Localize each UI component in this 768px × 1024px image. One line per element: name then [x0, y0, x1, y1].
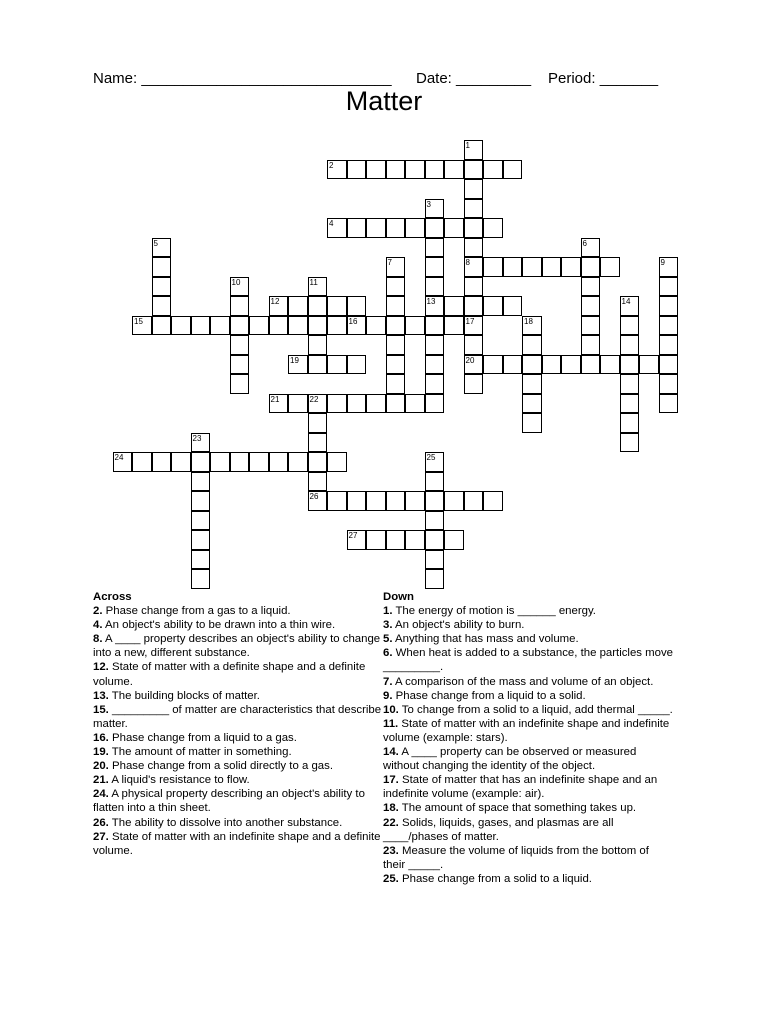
crossword-cell[interactable]: [152, 316, 172, 336]
across-clue: [93, 745, 383, 759]
period-field[interactable]: Period: _______: [548, 70, 659, 87]
crossword-cell[interactable]: [366, 394, 386, 414]
down-clue: [383, 872, 673, 886]
clue-text: Phase change from a liquid to a gas.: [108, 731, 297, 744]
name-field[interactable]: Name: ______________________________: [93, 70, 392, 87]
crossword-cell[interactable]: [386, 218, 406, 238]
crossword-cell[interactable]: [347, 355, 367, 375]
clue-number: 27.: [93, 830, 109, 843]
crossword-cell[interactable]: [464, 257, 484, 277]
crossword-cell[interactable]: [659, 277, 679, 297]
crossword-cell[interactable]: [464, 374, 484, 394]
crossword-cell[interactable]: [152, 296, 172, 316]
cell-number: 7: [387, 258, 392, 267]
crossword-cell[interactable]: [191, 511, 211, 531]
crossword-cell[interactable]: [191, 472, 211, 492]
crossword-cell[interactable]: [561, 355, 581, 375]
crossword-cell[interactable]: [269, 316, 289, 336]
crossword-cell[interactable]: [659, 394, 679, 414]
crossword-cell[interactable]: [581, 257, 601, 277]
clue-text: Phase change from a gas to a liquid.: [102, 605, 291, 618]
clue-number: 14.: [383, 746, 399, 759]
clue-text: An object's ability to be drawn into a thin wire.: [102, 619, 336, 632]
clue-text: Solids, liquids, gases, and plasmas are all ____/phases of matter.: [383, 816, 614, 843]
crossword-cell[interactable]: [230, 277, 250, 297]
crossword-cell[interactable]: [366, 218, 386, 238]
crossword-cell[interactable]: [113, 452, 133, 472]
crossword-cell[interactable]: [191, 569, 211, 589]
crossword-cell[interactable]: [425, 218, 445, 238]
crossword-cell[interactable]: [210, 316, 230, 336]
crossword-cell[interactable]: [600, 355, 620, 375]
across-clue: [93, 787, 383, 815]
crossword-cell[interactable]: [230, 355, 250, 375]
crossword-cell[interactable]: [600, 257, 620, 277]
crossword-cell[interactable]: [405, 394, 425, 414]
clue-number: 6.: [383, 647, 393, 660]
clue-number: 15.: [93, 703, 109, 716]
crossword-cell[interactable]: [347, 491, 367, 511]
crossword-cell[interactable]: [191, 530, 211, 550]
down-clue: [383, 773, 673, 801]
crossword-cell[interactable]: [327, 491, 347, 511]
across-clue: [93, 604, 383, 618]
crossword-cell[interactable]: [132, 452, 152, 472]
clue-number: 5.: [383, 633, 393, 646]
clue-number: 22.: [383, 816, 399, 829]
crossword-cell[interactable]: [444, 491, 464, 511]
crossword-cell[interactable]: [249, 452, 269, 472]
crossword-cell[interactable]: [425, 374, 445, 394]
crossword-cell[interactable]: [483, 160, 503, 180]
cell-number: 12: [270, 297, 280, 306]
cell-number: 15: [134, 316, 143, 326]
crossword-cell[interactable]: [444, 296, 464, 316]
clue-text: A liquid's resistance to flow.: [108, 774, 250, 787]
cell-number: 16: [348, 316, 358, 326]
crossword-cell[interactable]: [327, 394, 347, 414]
crossword-cell[interactable]: [522, 335, 542, 355]
cell-number: 22: [309, 394, 319, 404]
clue-number: 13.: [93, 689, 109, 702]
clue-text: A physical property describing an object's ability to flatten into a thin sheet.: [93, 788, 365, 815]
crossword-cell[interactable]: [288, 355, 308, 375]
crossword-cell[interactable]: [659, 335, 679, 355]
crossword-cell[interactable]: [620, 413, 640, 433]
crossword-cell[interactable]: [503, 257, 523, 277]
clue-number: 19.: [93, 746, 109, 759]
crossword-cell[interactable]: [464, 179, 484, 199]
crossword-cell[interactable]: [425, 277, 445, 297]
clue-number: 20.: [93, 760, 109, 773]
clue-text: The ability to dissolve into another substance.: [108, 816, 343, 829]
crossword-cell[interactable]: [425, 530, 445, 550]
crossword-cell[interactable]: [171, 452, 191, 472]
crossword-cell[interactable]: [581, 238, 601, 258]
down-clue: [383, 801, 673, 815]
clue-text: State of matter with an indefinite shape and indefinite volume (example: stars).: [383, 717, 670, 744]
crossword-cell[interactable]: [464, 355, 484, 375]
crossword-cell[interactable]: [425, 335, 445, 355]
crossword-cell[interactable]: [405, 530, 425, 550]
clue-number: 7.: [383, 675, 393, 688]
crossword-cell[interactable]: [288, 452, 308, 472]
clue-number: 21.: [93, 774, 109, 787]
clue-number: 17.: [383, 774, 399, 787]
clue-number: 18.: [383, 802, 399, 815]
cell-number: 27: [348, 531, 358, 540]
crossword-cell[interactable]: [308, 413, 328, 433]
crossword-cell[interactable]: [386, 277, 406, 297]
crossword-cell[interactable]: [620, 316, 640, 336]
crossword-cell[interactable]: [347, 394, 367, 414]
across-clue: [93, 773, 383, 787]
cell-number: 3: [426, 199, 431, 209]
crossword-cell[interactable]: [269, 394, 289, 414]
clue-number: 25.: [383, 872, 399, 885]
crossword-cell[interactable]: [464, 140, 484, 160]
clue-number: 26.: [93, 816, 109, 829]
crossword-cell[interactable]: [308, 335, 328, 355]
crossword-cell[interactable]: [405, 218, 425, 238]
crossword-cell[interactable]: [464, 238, 484, 258]
down-clue: [383, 646, 673, 674]
cell-number: 13: [426, 297, 436, 306]
crossword-cell[interactable]: [308, 394, 328, 414]
crossword-cell[interactable]: [386, 160, 406, 180]
down-heading: Down: [383, 591, 415, 603]
crossword-cell[interactable]: [581, 296, 601, 316]
crossword-cell[interactable]: [659, 355, 679, 375]
clue-text: An object's ability to burn.: [392, 619, 525, 632]
clue-text: State of matter with a definite shape and a definite volume.: [93, 661, 366, 688]
clue-text: Phase change from a solid directly to a gas.: [108, 760, 333, 773]
crossword-cell[interactable]: [425, 238, 445, 258]
down-clue: [383, 618, 673, 632]
cell-number: 6: [582, 238, 587, 248]
crossword-cell[interactable]: [347, 160, 367, 180]
crossword-cell[interactable]: [522, 316, 542, 336]
clue-number: 12.: [93, 661, 109, 674]
crossword-cell[interactable]: [327, 218, 347, 238]
across-clues: [93, 590, 383, 858]
crossword-cell[interactable]: [425, 296, 445, 316]
crossword-cell[interactable]: [230, 335, 250, 355]
crossword-cell[interactable]: [191, 316, 211, 336]
crossword-cell[interactable]: [347, 296, 367, 316]
crossword-cell[interactable]: [269, 296, 289, 316]
clue-number: 3.: [383, 619, 393, 632]
crossword-cell[interactable]: [386, 374, 406, 394]
crossword-cell[interactable]: [620, 296, 640, 316]
down-clue-list: [383, 604, 673, 886]
crossword-cell[interactable]: [581, 316, 601, 336]
clue-text: Phase change from a liquid to a solid.: [392, 689, 586, 702]
clue-text: The building blocks of matter.: [108, 689, 260, 702]
across-heading: Across: [93, 591, 132, 603]
crossword-cell[interactable]: [405, 316, 425, 336]
clue-text: When heat is added to a substance, the particles move _________.: [383, 647, 674, 674]
crossword-cell[interactable]: [561, 257, 581, 277]
crossword-cell[interactable]: [405, 491, 425, 511]
crossword-cell[interactable]: [210, 452, 230, 472]
across-clue: [93, 816, 383, 830]
crossword-cell[interactable]: [425, 452, 445, 472]
crossword-cell[interactable]: [425, 316, 445, 336]
down-clue: [383, 604, 673, 618]
clue-text: Phase change from a solid to a liquid.: [398, 872, 592, 885]
crossword-cell[interactable]: [425, 355, 445, 375]
crossword-cell[interactable]: [386, 491, 406, 511]
crossword-cell[interactable]: [308, 433, 328, 453]
crossword-cell[interactable]: [288, 296, 308, 316]
crossword-cell[interactable]: [620, 335, 640, 355]
crossword-cell[interactable]: [425, 199, 445, 219]
crossword-cell[interactable]: [230, 374, 250, 394]
cell-number: 18: [524, 316, 533, 326]
page-title: Matter: [345, 86, 423, 116]
across-clue: [93, 731, 383, 745]
down-clue: [383, 689, 673, 703]
clue-text: A comparison of the mass and volume of an object.: [392, 675, 654, 688]
clue-number: 4.: [93, 619, 103, 632]
crossword-cell[interactable]: [581, 335, 601, 355]
crossword-cell[interactable]: [366, 160, 386, 180]
crossword-cell[interactable]: [191, 452, 211, 472]
down-clue: [383, 632, 673, 646]
across-clue-list: [93, 604, 383, 858]
down-clue: [383, 717, 673, 745]
crossword-cell[interactable]: [581, 277, 601, 297]
crossword-cell[interactable]: [269, 452, 289, 472]
cell-number: 2: [329, 160, 334, 170]
cell-number: 21: [270, 394, 280, 404]
crossword-cell[interactable]: [425, 550, 445, 570]
clue-number: 10.: [383, 703, 399, 716]
crossword-cell[interactable]: [152, 238, 172, 258]
down-clue: [383, 675, 673, 689]
across-clue: [93, 759, 383, 773]
crossword-cell[interactable]: [464, 296, 484, 316]
crossword-cell[interactable]: [483, 257, 503, 277]
crossword-cell[interactable]: [366, 316, 386, 336]
crossword-cell[interactable]: [444, 160, 464, 180]
crossword-cell[interactable]: [249, 316, 269, 336]
down-clue: [383, 703, 673, 717]
clue-text: Measure the volume of liquids from the bottom of their _____.: [383, 844, 649, 871]
cell-number: 4: [329, 219, 334, 228]
clue-text: Anything that has mass and volume.: [392, 633, 579, 646]
crossword-cell[interactable]: [288, 316, 308, 336]
clue-number: 16.: [93, 731, 109, 744]
crossword-cell[interactable]: [464, 316, 484, 336]
clue-number: 11.: [383, 717, 399, 730]
crossword-cell[interactable]: [425, 569, 445, 589]
down-clue: [383, 745, 673, 773]
crossword-cell[interactable]: [230, 316, 250, 336]
crossword-cell[interactable]: [386, 257, 406, 277]
cell-number: 26: [309, 492, 319, 501]
clue-number: 9.: [383, 689, 393, 702]
down-clues: [383, 590, 673, 886]
crossword-cell[interactable]: [659, 296, 679, 316]
crossword-cell[interactable]: [386, 394, 406, 414]
crossword-cell[interactable]: [308, 277, 328, 297]
crossword-cell[interactable]: [483, 355, 503, 375]
crossword-cell[interactable]: [386, 335, 406, 355]
crossword-cell[interactable]: [327, 296, 347, 316]
crossword-cell[interactable]: [152, 277, 172, 297]
across-clue: [93, 660, 383, 688]
crossword-cell[interactable]: [327, 452, 347, 472]
across-clue: [93, 830, 383, 858]
crossword-cell[interactable]: [386, 530, 406, 550]
crossword-cell[interactable]: [152, 452, 172, 472]
crossword-cell[interactable]: [308, 296, 328, 316]
crossword-cell[interactable]: [366, 530, 386, 550]
clue-number: 8.: [93, 633, 103, 646]
across-clue: [93, 618, 383, 632]
crossword-cell[interactable]: [347, 530, 367, 550]
cell-number: 11: [309, 277, 318, 287]
crossword-cell[interactable]: [230, 452, 250, 472]
cell-number: 9: [660, 258, 665, 267]
cell-number: 19: [290, 355, 299, 365]
crossword-cell[interactable]: [464, 160, 484, 180]
crossword-cell[interactable]: [425, 472, 445, 492]
crossword-cell[interactable]: [620, 355, 640, 375]
crossword-cell[interactable]: [191, 433, 211, 453]
crossword-cell[interactable]: [308, 472, 328, 492]
crossword-cell[interactable]: [327, 160, 347, 180]
crossword-cell[interactable]: [464, 335, 484, 355]
crossword-cell[interactable]: [483, 296, 503, 316]
clue-number: 24.: [93, 788, 109, 801]
crossword-cell[interactable]: [132, 316, 152, 336]
crossword-cell[interactable]: [386, 296, 406, 316]
across-clue: [93, 632, 383, 660]
crossword-cell[interactable]: [288, 394, 308, 414]
clue-text: The energy of motion is ______ energy.: [392, 605, 596, 618]
cell-number: 14: [621, 297, 631, 306]
crossword-cell[interactable]: [191, 550, 211, 570]
crossword-cell[interactable]: [308, 355, 328, 375]
clue-number: 2.: [93, 605, 103, 618]
crossword-cell[interactable]: [308, 452, 328, 472]
crossword-cell[interactable]: [522, 374, 542, 394]
down-clue: [383, 844, 673, 872]
crossword-cell[interactable]: [425, 160, 445, 180]
crossword-cell[interactable]: [620, 394, 640, 414]
crossword-cell[interactable]: [405, 160, 425, 180]
cell-number: 10: [231, 277, 241, 287]
crossword-cell[interactable]: [522, 257, 542, 277]
crossword-cell[interactable]: [347, 316, 367, 336]
crossword-cell[interactable]: [659, 316, 679, 336]
clue-text: To change from a solid to a liquid, add thermal _____.: [398, 703, 673, 716]
cell-number: 25: [426, 453, 436, 462]
crossword-cell[interactable]: [620, 374, 640, 394]
cell-number: 23: [192, 433, 202, 443]
clue-text: The amount of matter in something.: [108, 746, 292, 759]
crossword-cell[interactable]: [386, 355, 406, 375]
crossword-cell[interactable]: [503, 296, 523, 316]
crossword-cell[interactable]: [464, 218, 484, 238]
crossword-cell[interactable]: [581, 355, 601, 375]
crossword-cell[interactable]: [522, 394, 542, 414]
crossword-cell[interactable]: [659, 374, 679, 394]
crossword-cell[interactable]: [444, 530, 464, 550]
crossword-cell[interactable]: [386, 316, 406, 336]
crossword-cell[interactable]: [444, 218, 464, 238]
crossword-cell[interactable]: [503, 160, 523, 180]
crossword-cell[interactable]: [347, 218, 367, 238]
crossword-cell[interactable]: [171, 316, 191, 336]
across-clue: [93, 703, 383, 731]
cell-number: 20: [465, 355, 475, 365]
crossword-cell[interactable]: [327, 355, 347, 375]
crossword-cell[interactable]: [522, 413, 542, 433]
crossword-cell[interactable]: [366, 491, 386, 511]
crossword-cell[interactable]: [327, 316, 347, 336]
clue-text: A ____ property can be observed or measured without changing the identity of the object.: [383, 746, 637, 773]
down-clue: [383, 816, 673, 844]
crossword-cell[interactable]: [620, 433, 640, 453]
clue-number: 23.: [383, 844, 399, 857]
crossword-cell[interactable]: [483, 491, 503, 511]
cell-number: 24: [114, 453, 124, 462]
crossword-cell[interactable]: [444, 316, 464, 336]
clue-text: State of matter that has an indefinite shape and an indefinite volume (example: air).: [383, 774, 658, 801]
crossword-cell[interactable]: [464, 277, 484, 297]
crossword-cell[interactable]: [308, 316, 328, 336]
cell-number: 8: [465, 258, 470, 267]
date-field[interactable]: Date: _________: [416, 70, 532, 87]
crossword-cell[interactable]: [425, 394, 445, 414]
crossword-cell[interactable]: [464, 491, 484, 511]
crossword-cell[interactable]: [230, 296, 250, 316]
crossword-cell[interactable]: [503, 355, 523, 375]
crossword-cell[interactable]: [542, 257, 562, 277]
crossword-cell[interactable]: [522, 355, 542, 375]
cell-number: 17: [465, 316, 475, 326]
crossword-cell[interactable]: [639, 355, 659, 375]
crossword-cell[interactable]: [152, 257, 172, 277]
clue-text: The amount of space that something takes up.: [398, 802, 637, 815]
crossword-cell[interactable]: [425, 257, 445, 277]
cell-number: 1: [465, 141, 470, 150]
crossword-cell[interactable]: [308, 491, 328, 511]
clue-text: _________ of matter are characteristics that describe matter.: [93, 703, 382, 730]
crossword-cell[interactable]: [659, 257, 679, 277]
clue-text: State of matter with an indefinite shape and a definite volume.: [93, 830, 381, 857]
crossword-cell[interactable]: [425, 511, 445, 531]
crossword-cell[interactable]: [425, 491, 445, 511]
crossword-cell[interactable]: [542, 355, 562, 375]
crossword-cell[interactable]: [464, 199, 484, 219]
clue-number: 1.: [383, 605, 393, 618]
clue-text: A ____ property describes an object's ability to change into a new, different substance.: [93, 633, 381, 660]
crossword-cell[interactable]: [483, 218, 503, 238]
cell-number: 5: [153, 238, 158, 248]
across-clue: [93, 689, 383, 703]
crossword-cell[interactable]: [191, 491, 211, 511]
